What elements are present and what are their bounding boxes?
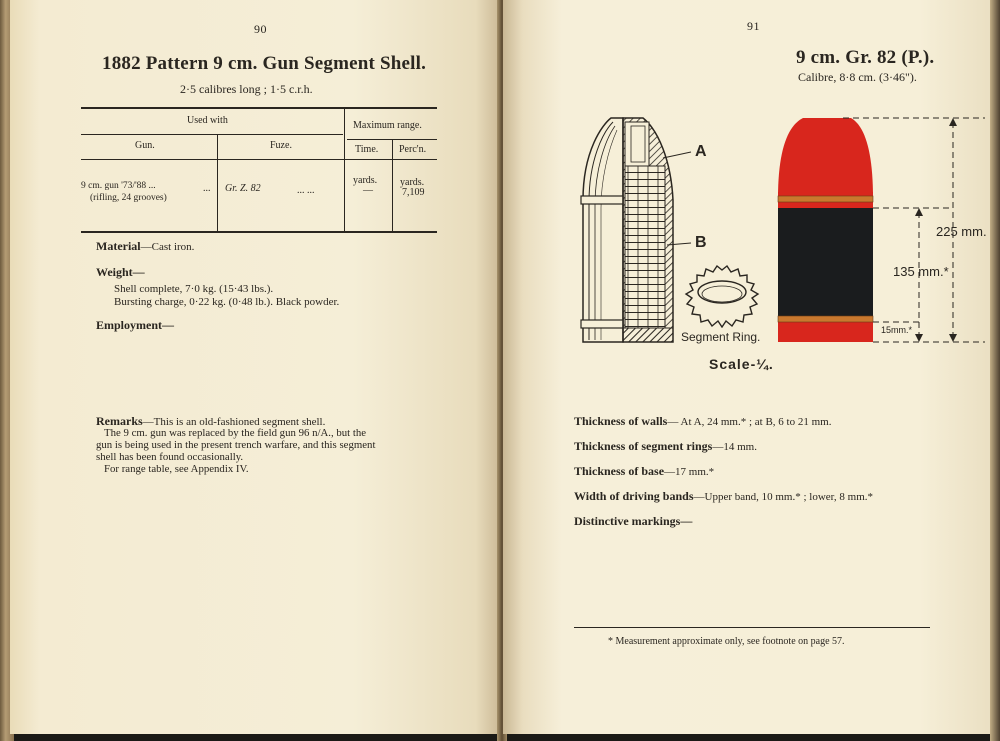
table-cell-time: — xyxy=(363,185,373,196)
weight-label: Weight— xyxy=(96,265,145,279)
dimension-total-length: 225 mm. xyxy=(936,224,987,239)
scale-label: Scale-¼. xyxy=(709,356,774,372)
table-cell-perc: 7,109 xyxy=(402,187,425,198)
base-label: Thickness of base xyxy=(574,464,665,478)
segment-ring-label: Segment Ring. xyxy=(681,330,761,344)
table-header-time: Time. xyxy=(355,144,379,155)
bands-value: —Upper band, 10 mm.* ; lower, 8 mm.* xyxy=(693,491,874,503)
left-page xyxy=(10,0,500,734)
footnote: * Measurement approximate only, see footnote on page 57. xyxy=(608,636,845,647)
markings-label: Distinctive markings— xyxy=(574,514,693,528)
dimension-body-length: 135 mm.* xyxy=(893,264,949,279)
remarks-line-5: For range table, see Appendix IV. xyxy=(104,463,249,475)
table-cell-perc-unit: yards. xyxy=(400,177,425,188)
page-number: 91 xyxy=(747,19,760,33)
table-cell-gun-rifling: (rifling, 24 grooves) xyxy=(90,193,167,203)
label-b: B xyxy=(695,234,707,251)
walls-value: — At A, 24 mm.* ; at B, 6 to 21 mm. xyxy=(667,416,832,428)
table-cell-fuze-dots: ... ... xyxy=(297,185,315,196)
page-title: 9 cm. Gr. 82 (P.). xyxy=(796,47,935,68)
remarks-line-2: The 9 cm. gun was replaced by the field gun 96 n/A., but the xyxy=(104,427,367,439)
segment-ring-drawing xyxy=(681,264,763,328)
remarks-line-4: shell has been found occasionally. xyxy=(96,451,244,463)
table-header-gun: Gun. xyxy=(135,140,155,151)
right-page xyxy=(503,0,993,734)
book-edge-right xyxy=(990,0,1000,741)
page-subtitle: 2·5 calibres long ; 1·5 c.r.h. xyxy=(180,82,313,96)
rings-row xyxy=(574,439,757,454)
table-header-perc: Perc'n. xyxy=(399,144,427,155)
rings-value: —14 mm. xyxy=(712,441,757,453)
remarks-label: Remarks xyxy=(96,414,143,428)
footnote-rule xyxy=(574,627,930,628)
bands-label: Width of driving bands xyxy=(574,489,694,503)
rings-label: Thickness of segment rings xyxy=(574,439,713,453)
bands-row xyxy=(574,489,873,504)
table-header-max-range: Maximum range. xyxy=(353,120,422,131)
remarks-line-3: gun is being used in the present trench warfare, and this segment xyxy=(96,439,376,451)
table-cell-time-unit: yards. xyxy=(353,175,378,186)
table-cell-fuze: Gr. Z. 82 xyxy=(225,183,261,194)
dimension-base: 15mm.* xyxy=(881,325,913,335)
table-cell-dots: ... xyxy=(203,183,211,194)
page-subtitle: Calibre, 8·8 cm. (3·46"). xyxy=(798,70,917,84)
weight-shell: Shell complete, 7·0 kg. (15·43 lbs.). xyxy=(114,283,274,295)
remarks-text xyxy=(96,427,375,475)
table-header-used-with: Used with xyxy=(187,115,228,126)
material-value: —Cast iron. xyxy=(140,241,195,253)
table-header-fuze: Fuze. xyxy=(270,140,292,151)
employment-label: Employment— xyxy=(96,318,174,332)
walls-label: Thickness of walls xyxy=(574,414,668,428)
page-number: 90 xyxy=(254,22,267,36)
weight-charge: Bursting charge, 0·22 kg. (0·48 lb.). Black powder. xyxy=(114,296,340,308)
walls-row xyxy=(574,414,831,429)
range-table xyxy=(81,107,437,233)
material-row xyxy=(96,239,194,254)
table-cell-gun: 9 cm. gun '73/'88 ... xyxy=(81,181,156,191)
base-value: —17 mm.* xyxy=(664,466,715,478)
base-row xyxy=(574,464,714,479)
page-title: 1882 Pattern 9 cm. Gun Segment Shell. xyxy=(102,53,427,74)
remarks-line-1: —This is an old-fashioned segment shell. xyxy=(142,416,326,428)
material-label: Material xyxy=(96,239,141,253)
label-a: A xyxy=(695,143,707,160)
